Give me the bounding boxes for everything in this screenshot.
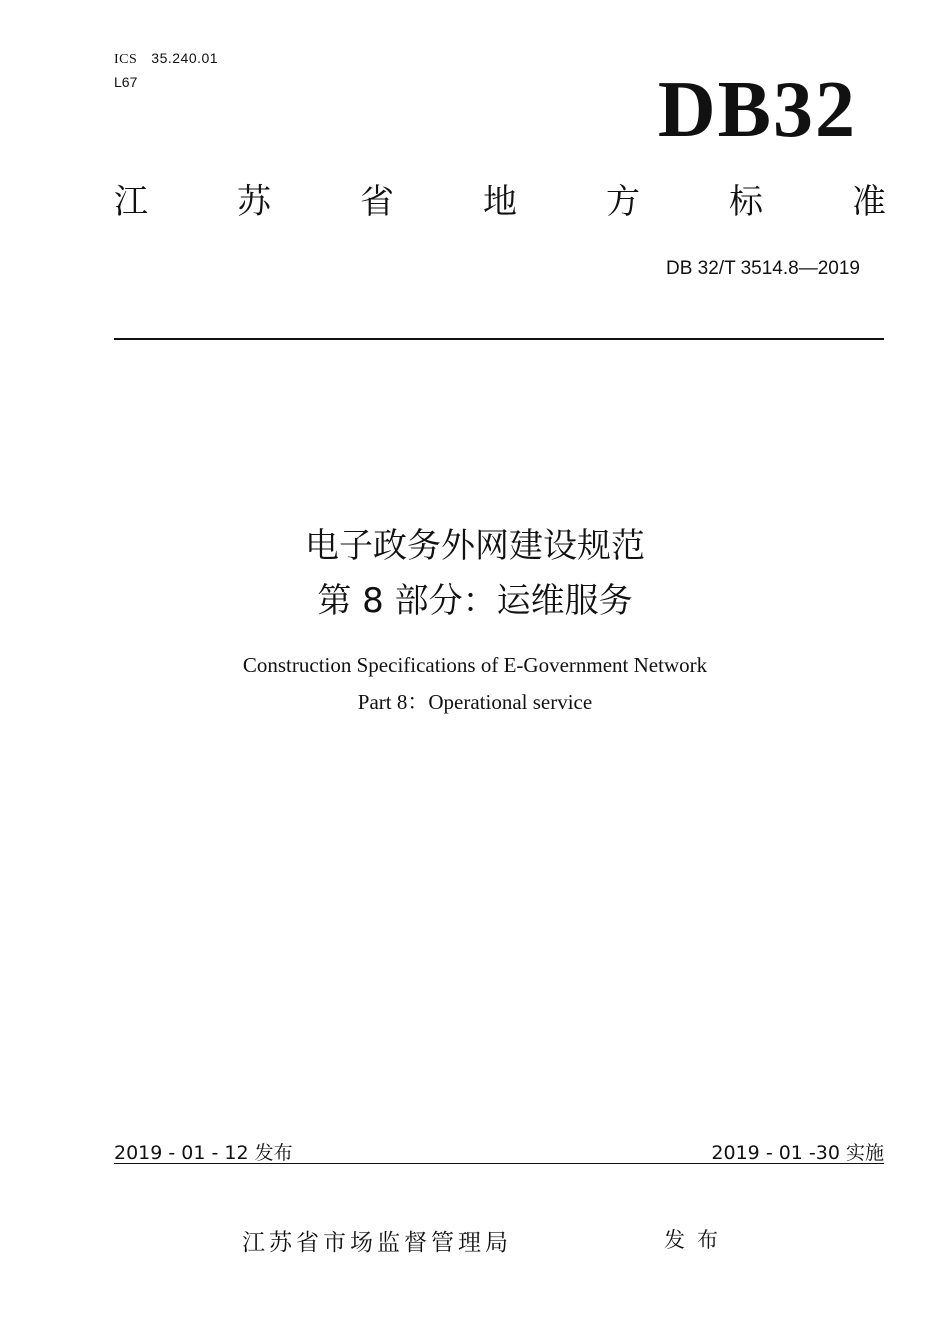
standard-type-char: 标 <box>729 182 763 222</box>
footer-divider <box>114 1163 884 1164</box>
title-cn-main: 电子政务外网建设规范 <box>305 526 645 566</box>
standard-type-char: 准 <box>852 182 886 222</box>
header-divider <box>114 338 884 340</box>
implementation-date: 2019 - 01 -30 实施 <box>711 1142 884 1164</box>
title-en-part: Part 8：Operational service <box>357 690 593 714</box>
publish-label: 发布 <box>664 1228 730 1252</box>
title-cn-part: 第 8 部分：运维服务 <box>317 581 633 621</box>
standard-type-char: 方 <box>606 182 640 222</box>
ics-classification <box>114 50 218 68</box>
title-en-main: Construction Specifications of E-Government Network <box>242 653 708 677</box>
ics-label: ICS <box>114 52 138 67</box>
standard-type-char: 苏 <box>237 182 271 222</box>
standard-type-char: 江 <box>114 182 148 222</box>
ics-code: 35.240.01 <box>151 50 219 66</box>
standard-type-char: 地 <box>483 182 517 222</box>
ccs-code: L67 <box>114 74 138 90</box>
issuing-authority: 江苏省市场监督管理局 <box>242 1230 512 1256</box>
standard-type-heading <box>114 184 886 221</box>
standard-number: DB 32/T 3514.8—2019 <box>665 258 860 279</box>
issue-date: 2019 - 01 - 12 发布 <box>114 1142 293 1164</box>
standard-type-char: 省 <box>360 182 394 222</box>
db-code-logo: DB32 <box>657 66 857 154</box>
